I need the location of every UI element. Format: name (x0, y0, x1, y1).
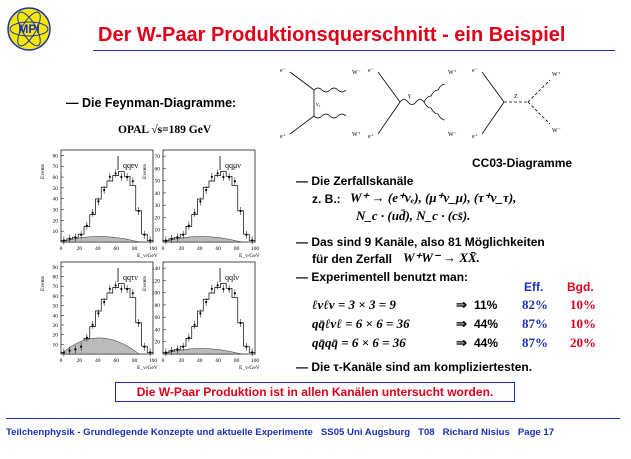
x-tick-label: 20 (178, 246, 185, 252)
x-tick-label: 60 (215, 246, 221, 252)
footer-lecture: Teilchenphysik - Grundlegende Konzepte und aktuelle Experimente (6, 427, 313, 438)
x-axis-label: E_v/GeV (137, 253, 158, 259)
x-tick-label: 80 (131, 358, 138, 364)
label-nu-e: νₑ (316, 102, 321, 108)
x-tick-label: 40 (95, 358, 101, 364)
y-axis-label: Events (40, 164, 46, 179)
y-axis-label: Events (142, 164, 148, 179)
experiment-line: — Experimentell benutzt man: (296, 270, 469, 284)
y-tick-label: 80 (52, 153, 58, 160)
histogram-frame (163, 262, 255, 354)
x-tick-label: 100 (148, 246, 158, 252)
x-axis-label: E_v/GeV (239, 365, 260, 371)
footer-code: T08 (418, 427, 435, 438)
histogram-mc (163, 284, 255, 354)
header-rule (93, 50, 615, 51)
y-tick-label: 20 (154, 215, 160, 222)
y-tick-label: 40 (52, 196, 58, 203)
summary-box: Die W-Paar Produktion ist in allen Kanälen untersucht worden. (115, 382, 515, 402)
x-tick-label: 100 (148, 358, 158, 364)
y-tick-label: 50 (52, 185, 58, 192)
mpi-logo (6, 6, 52, 52)
y-tick-label: 60 (154, 315, 160, 322)
y-tick-label: 40 (52, 313, 58, 320)
panel-label: qqlν (225, 273, 239, 282)
y-tick-label: 50 (154, 178, 160, 185)
count-line-1: — Das sind 9 Kanäle, also 81 Möglichkeiten (296, 235, 545, 249)
x-tick-label: 80 (233, 246, 240, 252)
x-tick-label: 80 (233, 358, 240, 364)
svg-text:e⁻: e⁻ (368, 68, 374, 74)
y-tick-label: 60 (52, 293, 58, 300)
x-tick-label: 20 (178, 358, 185, 364)
feynman-diagrams (278, 64, 588, 142)
feynman-heading: — Die Feynman-Diagramme: (66, 96, 237, 110)
svg-text:e⁻: e⁻ (472, 68, 478, 74)
y-tick-label: 80 (154, 302, 160, 309)
svg-text:W⁻: W⁻ (448, 132, 457, 138)
y-tick-label: 10 (154, 227, 160, 234)
opal-histograms (33, 138, 278, 383)
plots-title: OPAL √s=189 GeV (118, 124, 212, 136)
x-tick-label: 100 (250, 246, 260, 252)
y-axis-label: Events (142, 276, 148, 291)
y-tick-label: 30 (52, 207, 58, 214)
label-z: Z (514, 94, 518, 100)
col-bgd: Bgd. (567, 280, 594, 294)
count-line-2-prefix: für den Zerfall (312, 252, 393, 266)
decay-line-2: N_c · (ud̄), N_c · (cs̄). (356, 208, 471, 223)
y-tick-label: 70 (52, 164, 58, 171)
x-tick-label: 20 (76, 358, 83, 364)
page-title: Der W-Paar Produktionsquerschnitt - ein Beispiel (98, 24, 566, 46)
y-tick-label: 80 (52, 274, 58, 281)
histogram-mc (163, 172, 255, 242)
tau-line: — Die τ-Kanäle sind am kompliziertesten. (296, 360, 533, 374)
panel-label: qqμν (225, 161, 241, 170)
y-tick-label: 90 (52, 264, 58, 271)
histogram-mc (61, 172, 153, 242)
count-line-2-formula: W⁺W⁻ → XX̄. (403, 250, 480, 265)
histogram-background (61, 338, 139, 354)
y-tick-label: 20 (52, 332, 58, 339)
x-axis-label: E_v/GeV (137, 365, 158, 371)
y-tick-label: 40 (154, 327, 160, 334)
x-tick-label: 0 (59, 246, 63, 252)
label-gamma: γ (408, 93, 411, 99)
y-tick-label: 10 (52, 342, 58, 349)
histogram-frame (163, 150, 255, 242)
histogram-frame (61, 150, 153, 242)
eg-label: z. B.: (312, 192, 341, 206)
x-axis-label: E_v/GeV (239, 253, 260, 259)
footer-course: SS05 Uni Augsburg (320, 427, 411, 438)
label-w-plus: W⁺ (352, 132, 361, 138)
y-tick-label: 70 (154, 154, 160, 161)
footer-author: Richard Nisius (442, 427, 510, 438)
y-tick-label: 30 (154, 203, 160, 210)
footer-page: Page 17 (517, 427, 555, 438)
y-tick-label: 50 (52, 303, 58, 310)
label-e-minus: e⁻ (280, 68, 286, 74)
x-tick-label: 40 (95, 246, 101, 252)
y-tick-label: 120 (151, 278, 160, 285)
x-tick-label: 40 (197, 246, 203, 252)
x-tick-label: 40 (197, 358, 203, 364)
y-tick-label: 60 (52, 175, 58, 182)
footer (6, 427, 554, 438)
panel-label: qqeν (123, 161, 139, 170)
y-tick-label: 70 (52, 284, 58, 291)
y-tick-label: 100 (151, 290, 160, 297)
svg-text:W⁺: W⁺ (552, 72, 561, 78)
footer-rule (6, 418, 620, 419)
y-tick-label: 20 (52, 218, 58, 225)
y-tick-label: 30 (52, 322, 58, 329)
svg-text:W⁺: W⁺ (448, 70, 457, 76)
panel-label: qqτν (123, 273, 138, 282)
x-tick-label: 0 (161, 246, 165, 252)
svg-text:MPI: MPI (18, 22, 40, 36)
svg-text:W⁻: W⁻ (552, 128, 561, 134)
x-tick-label: 20 (76, 246, 83, 252)
col-eff: Eff. (524, 280, 544, 294)
x-tick-label: 80 (131, 246, 138, 252)
cc03-caption: CC03-Diagramme (472, 156, 573, 170)
x-tick-label: 0 (161, 358, 165, 364)
x-tick-label: 60 (113, 246, 119, 252)
svg-text:e⁺: e⁺ (368, 134, 374, 140)
y-axis-label: Events (40, 276, 46, 291)
y-tick-label: 10 (52, 229, 58, 236)
decay-line-1: W⁺ → (e⁺νₑ), (μ⁺ν_μ), (τ⁺ν_τ), (350, 190, 517, 205)
y-tick-label: 20 (154, 339, 160, 346)
channels-heading: — Die Zerfallskanäle (296, 174, 414, 188)
x-tick-label: 60 (113, 358, 119, 364)
x-tick-label: 60 (215, 358, 221, 364)
x-tick-label: 100 (250, 358, 260, 364)
x-tick-label: 0 (59, 358, 63, 364)
y-tick-label: 40 (154, 190, 160, 197)
svg-text:e⁺: e⁺ (472, 134, 478, 140)
label-w-minus: W⁻ (352, 70, 361, 76)
y-tick-label: 140 (151, 266, 160, 273)
label-e-plus: e⁺ (280, 134, 286, 140)
y-tick-label: 60 (154, 166, 160, 173)
